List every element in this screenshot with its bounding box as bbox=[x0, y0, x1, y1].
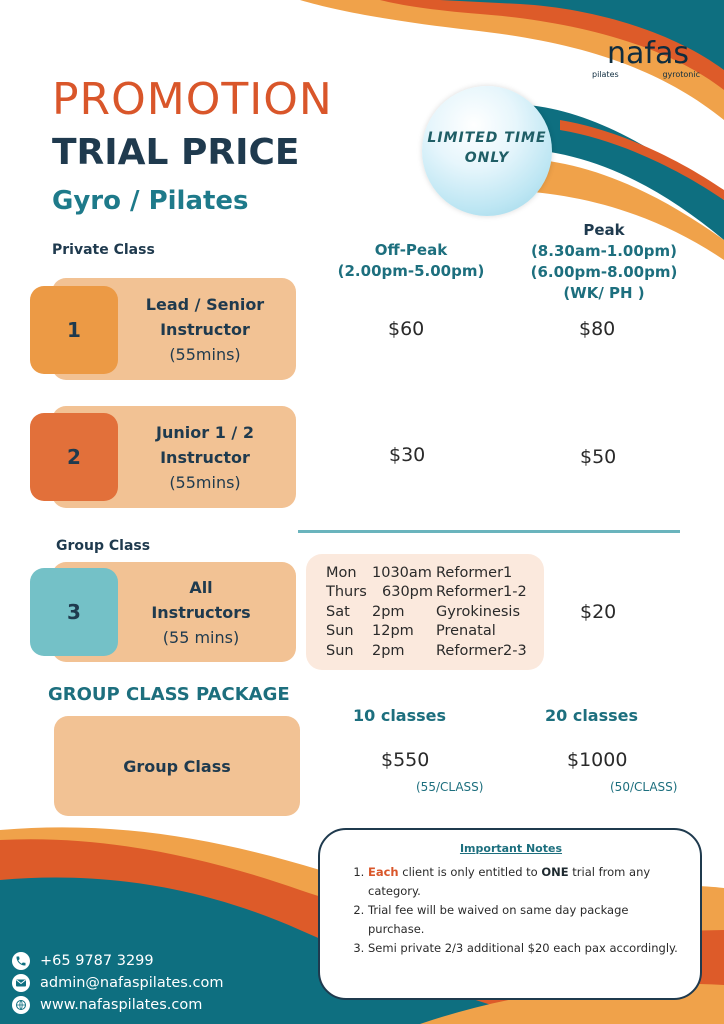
section-divider bbox=[298, 530, 680, 533]
website-url[interactable]: www.nafaspilates.com bbox=[40, 997, 203, 1013]
trial-price-heading: TRIAL PRICE bbox=[52, 132, 300, 173]
schedule-row bbox=[326, 564, 544, 583]
class-number-badge: 1 bbox=[30, 286, 118, 374]
schedule-class: Reformer2-3 bbox=[436, 642, 527, 659]
note-item bbox=[368, 863, 680, 901]
note-item: 2. Trial fee will be waived on same day package purchase. bbox=[368, 901, 680, 939]
phone-icon bbox=[12, 952, 30, 970]
class-duration: (55mins) bbox=[169, 345, 241, 364]
logo-text: nafas bbox=[607, 36, 689, 71]
package-card-label: Group Class bbox=[123, 756, 231, 776]
contact-email bbox=[12, 972, 272, 994]
note-text: trial from any category. bbox=[368, 865, 651, 898]
schedule-day: Sat bbox=[326, 603, 350, 620]
class-title-line-1: Junior 1 / 2 bbox=[156, 423, 254, 442]
schedule-row bbox=[326, 642, 544, 661]
email-icon bbox=[12, 974, 30, 992]
class-number-badge: 3 bbox=[30, 568, 118, 656]
bubble-line-2: ONLY bbox=[464, 150, 510, 166]
package-title: GROUP CLASS PACKAGE bbox=[48, 684, 290, 705]
package-10-price: $550 bbox=[381, 749, 430, 771]
contact-website bbox=[12, 994, 272, 1016]
package-20-header: 20 classes bbox=[545, 706, 639, 725]
schedule-class: Reformer1 bbox=[436, 565, 513, 581]
bubble-line-1: LIMITED TIME bbox=[427, 130, 547, 146]
peak-hours-1: (8.30am-1.00pm) bbox=[530, 242, 678, 260]
peak-hours-2: (6.00pm-8.00pm) bbox=[530, 263, 678, 281]
note-emphasis: Each bbox=[368, 865, 399, 879]
logo-subtitle bbox=[588, 70, 708, 79]
peak-price: $80 bbox=[579, 318, 616, 340]
schedule-time: 630pm bbox=[382, 584, 434, 601]
schedule-class: Gyrokinesis bbox=[436, 603, 521, 620]
class-title-line-2: Instructor bbox=[160, 320, 250, 339]
group-class-price: $20 bbox=[580, 601, 617, 623]
important-notes-box bbox=[318, 828, 702, 1000]
class-duration: (55mins) bbox=[169, 473, 241, 492]
schedule-time: 2pm bbox=[372, 642, 405, 659]
class-title-line-1: Lead / Senior bbox=[145, 295, 265, 314]
note-item: 3. Semi private 2/3 additional $20 each pax accordingly. bbox=[368, 939, 680, 958]
globe-icon bbox=[12, 996, 30, 1014]
schedule-time: 2pm bbox=[372, 603, 405, 620]
offpeak-column-header bbox=[326, 240, 496, 282]
package-20-per-class: (50/CLASS) bbox=[610, 780, 678, 794]
gyro-pilates-subtitle: Gyro / Pilates bbox=[52, 186, 249, 216]
class-title-line-1: All bbox=[189, 578, 213, 597]
class-title-line-2: Instructor bbox=[160, 448, 250, 467]
schedule-row bbox=[326, 603, 544, 622]
peak-days: (WK/ PH ) bbox=[563, 284, 645, 302]
phone-number: +65 9787 3299 bbox=[40, 953, 154, 969]
note-emphasis: ONE bbox=[541, 865, 569, 879]
peak-title: Peak bbox=[583, 221, 625, 239]
group-schedule bbox=[306, 554, 544, 670]
logo-sub-right: gyrotonic bbox=[662, 70, 700, 79]
class-number-badge: 2 bbox=[30, 413, 118, 501]
contact-phone bbox=[12, 950, 272, 972]
package-20-price: $1000 bbox=[567, 749, 628, 771]
notes-list bbox=[342, 863, 680, 958]
schedule-day: Sun bbox=[326, 642, 354, 659]
schedule-row bbox=[326, 583, 544, 602]
limited-time-bubble bbox=[422, 86, 552, 216]
bubble-text bbox=[422, 128, 552, 168]
peak-price: $50 bbox=[580, 446, 617, 468]
schedule-class: Prenatal bbox=[436, 623, 496, 640]
schedule-class: Reformer1-2 bbox=[436, 584, 527, 601]
group-class-label: Group Class bbox=[56, 538, 151, 554]
notes-title: Important Notes bbox=[459, 842, 563, 855]
class-title-line-2: Instructors bbox=[151, 603, 251, 622]
schedule-day: Sun bbox=[326, 623, 354, 640]
brand-logo bbox=[588, 38, 708, 79]
schedule-time: 1030am bbox=[372, 565, 432, 581]
schedule-row bbox=[326, 622, 544, 641]
class-duration: (55 mins) bbox=[162, 628, 240, 647]
offpeak-title: Off-Peak bbox=[374, 241, 448, 259]
promotion-heading: PROMOTION bbox=[52, 74, 333, 125]
note-text: client is only entitled to bbox=[398, 865, 542, 879]
class-title-lead-senior bbox=[120, 292, 290, 367]
email-address[interactable]: admin@nafaspilates.com bbox=[40, 975, 224, 991]
package-10-per-class: (55/CLASS) bbox=[416, 780, 484, 794]
offpeak-price: $60 bbox=[388, 318, 425, 340]
private-class-label: Private Class bbox=[52, 242, 155, 258]
schedule-day: Thurs bbox=[326, 584, 367, 601]
schedule-time: 12pm bbox=[372, 623, 414, 640]
offpeak-price: $30 bbox=[389, 444, 426, 466]
schedule-day: Mon bbox=[326, 565, 357, 581]
peak-column-header bbox=[520, 220, 688, 304]
offpeak-hours: (2.00pm-5.00pm) bbox=[337, 262, 485, 280]
class-title-junior bbox=[120, 420, 290, 495]
package-10-header: 10 classes bbox=[353, 706, 447, 725]
logo-sub-left: pilates bbox=[592, 70, 619, 79]
class-title-all-instructors bbox=[116, 575, 286, 650]
package-card bbox=[54, 716, 300, 816]
